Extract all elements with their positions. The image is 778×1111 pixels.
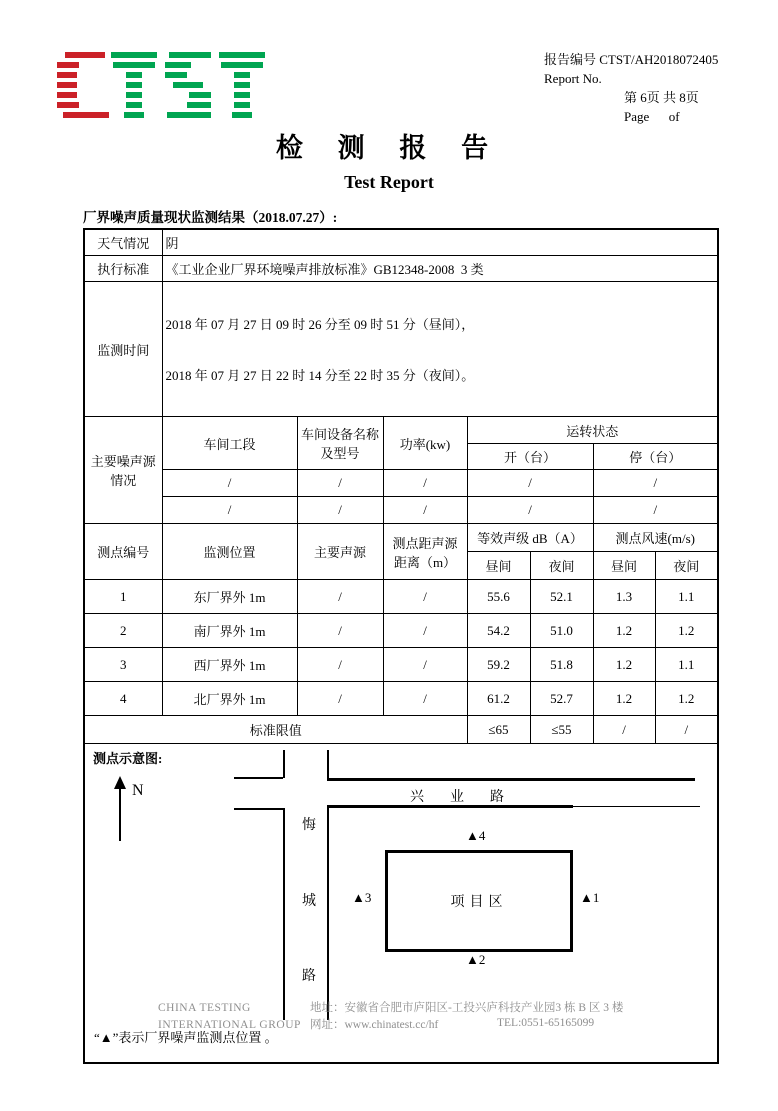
limit-wind-day: / — [593, 716, 655, 744]
distance: / — [383, 682, 467, 716]
wind-night: 1.1 — [655, 580, 718, 614]
weather-label: 天气情况 — [84, 229, 162, 256]
day-header: 昼间 — [467, 552, 530, 580]
footer-organization — [158, 1000, 301, 1034]
project-area-label: 项目区 — [450, 895, 508, 910]
measurement-row-1 — [84, 580, 718, 614]
logo-letter-c — [57, 52, 109, 118]
noise-source-label: 主要噪声源情况 — [84, 417, 162, 524]
measurement-header-row — [84, 524, 718, 552]
weather-value: 阴 — [162, 229, 718, 256]
standard-label: 执行标准 — [84, 256, 162, 282]
location: 西厂界外 1m — [162, 648, 297, 682]
road-label-vertical-char: 路 — [302, 969, 316, 984]
page-indicator-cn: 第 6页 共 8页 — [624, 90, 699, 105]
monitoring-results-table — [83, 228, 719, 1064]
road-line — [327, 778, 695, 781]
road-line — [234, 808, 284, 810]
footer-org-line2: INTERNATIONAL GROUP — [158, 1019, 301, 1031]
north-arrow-stem — [119, 788, 121, 841]
wind-day: 1.2 — [593, 648, 655, 682]
diagram-legend: “▲”表示厂界噪声监测点位置 。 — [94, 1030, 278, 1045]
point-no: 3 — [84, 648, 162, 682]
wind-day: 1.3 — [593, 580, 655, 614]
main-source-header: 主要声源 — [297, 524, 383, 580]
noise-source-data-row — [84, 497, 718, 524]
main-source: / — [297, 614, 383, 648]
noise-source-data-row — [84, 470, 718, 497]
leq-day: 59.2 — [467, 648, 530, 682]
project-area-rect — [385, 850, 573, 952]
limit-day: ≤65 — [467, 716, 530, 744]
measurement-row-3 — [84, 648, 718, 682]
measurement-point-2: ▲2 — [466, 952, 486, 967]
cell: / — [297, 497, 383, 524]
document-title: 检 测 报 告 — [275, 133, 503, 163]
cell: / — [467, 470, 593, 497]
weather-row — [84, 229, 718, 256]
location: 东厂界外 1m — [162, 580, 297, 614]
road-line — [327, 750, 329, 779]
time-line-night: 2018 年 07 月 27 日 22 时 14 分至 22 时 35 分（夜间）。 — [165, 368, 475, 383]
cell: / — [162, 470, 297, 497]
section-title: 厂界噪声质量现状监测结果（2018.07.27）: — [83, 210, 338, 225]
measurement-row-2 — [84, 614, 718, 648]
report-number-en: Report No. — [544, 71, 602, 86]
main-source: / — [297, 648, 383, 682]
cell: / — [383, 497, 467, 524]
leq-night: 52.7 — [530, 682, 593, 716]
point-no-header: 测点编号 — [84, 524, 162, 580]
wind-night: 1.2 — [655, 682, 718, 716]
location: 南厂界外 1m — [162, 614, 297, 648]
distance: / — [383, 614, 467, 648]
document-subtitle: Test Report — [344, 172, 434, 192]
road-label-vertical-char: 城 — [302, 894, 316, 909]
main-source: / — [297, 682, 383, 716]
leq-day: 54.2 — [467, 614, 530, 648]
power-header: 功率(kw) — [383, 417, 467, 470]
point-no: 4 — [84, 682, 162, 716]
measurement-point-1: ▲1 — [580, 890, 600, 905]
page-indicator-en: Page of — [624, 109, 680, 124]
location: 北厂界外 1m — [162, 682, 297, 716]
limit-label: 标准限值 — [84, 716, 467, 744]
road-line — [327, 806, 329, 1020]
north-label: N — [132, 782, 144, 799]
point-no: 1 — [84, 580, 162, 614]
wind-night: 1.1 — [655, 648, 718, 682]
standard-row — [84, 256, 718, 282]
leq-day: 55.6 — [467, 580, 530, 614]
ctst-logo-graphic — [57, 52, 265, 120]
status-header: 运转状态 — [467, 417, 718, 444]
footer-telephone: TEL:0551-65165099 — [497, 1017, 595, 1029]
leq-night: 51.0 — [530, 614, 593, 648]
point-no: 2 — [84, 614, 162, 648]
logo-letter-s — [165, 52, 211, 118]
road-label-vertical-char: 悔 — [302, 818, 316, 833]
leq-header: 等效声级 dB（A） — [467, 524, 593, 552]
cell: / — [593, 497, 718, 524]
main-source: / — [297, 580, 383, 614]
cell: / — [162, 497, 297, 524]
night-header: 夜间 — [530, 552, 593, 580]
measurement-point-4: ▲4 — [466, 828, 486, 843]
footer-website: 网址：www.chinatest.cc/hf — [310, 1019, 439, 1031]
time-row — [84, 282, 718, 417]
time-value — [162, 282, 718, 417]
ctst-logo — [57, 52, 265, 125]
night-header: 夜间 — [655, 552, 718, 580]
road-line — [283, 808, 285, 1020]
measurement-row-4 — [84, 682, 718, 716]
road-line — [234, 777, 283, 779]
road-label-xingye: 兴业路 — [410, 790, 530, 805]
measurement-point-3: ▲3 — [352, 890, 372, 905]
leq-night: 52.1 — [530, 580, 593, 614]
standard-value: 《工业企业厂界环境噪声排放标准》GB12348-2008 3 类 — [162, 256, 718, 282]
leq-day: 61.2 — [467, 682, 530, 716]
report-number: 报告编号 CTST/AH2018072405 — [544, 52, 719, 67]
time-line-day: 2018 年 07 月 27 日 09 时 26 分至 09 时 51 分（昼间）， — [165, 317, 475, 332]
road-line — [283, 750, 285, 778]
distance: / — [383, 648, 467, 682]
limit-wind-night: / — [655, 716, 718, 744]
wind-day: 1.2 — [593, 682, 655, 716]
day-header: 昼间 — [593, 552, 655, 580]
distance-header: 测点距声源距离（m） — [383, 524, 467, 580]
distance: / — [383, 580, 467, 614]
location-header: 监测位置 — [162, 524, 297, 580]
limit-night: ≤55 — [530, 716, 593, 744]
logo-letter-t1 — [111, 52, 157, 118]
cell: / — [467, 497, 593, 524]
wind-night: 1.2 — [655, 614, 718, 648]
workshop-section-header: 车间工段 — [162, 417, 297, 470]
wind-header: 测点风速(m/s) — [593, 524, 718, 552]
report-meta — [544, 50, 718, 126]
noise-source-header-row — [84, 417, 718, 444]
time-label: 监测时间 — [84, 282, 162, 417]
cell: / — [297, 470, 383, 497]
limit-row — [84, 716, 718, 744]
cell: / — [593, 470, 718, 497]
status-off-header: 停（台） — [593, 444, 718, 470]
wind-day: 1.2 — [593, 614, 655, 648]
status-on-header: 开（台） — [467, 444, 593, 470]
footer-address: 地址：安徽省合肥市庐阳区-工投兴庐科技产业园3 栋 B 区 3 楼 — [310, 1002, 624, 1014]
diagram-title: 测点示意图: — [93, 751, 163, 766]
footer-org-line1: CHINA TESTING — [158, 1002, 251, 1014]
logo-letter-t2 — [219, 52, 265, 118]
equipment-header: 车间设备名称及型号 — [297, 417, 383, 470]
cell: / — [383, 470, 467, 497]
leq-night: 51.8 — [530, 648, 593, 682]
road-line — [573, 806, 700, 807]
